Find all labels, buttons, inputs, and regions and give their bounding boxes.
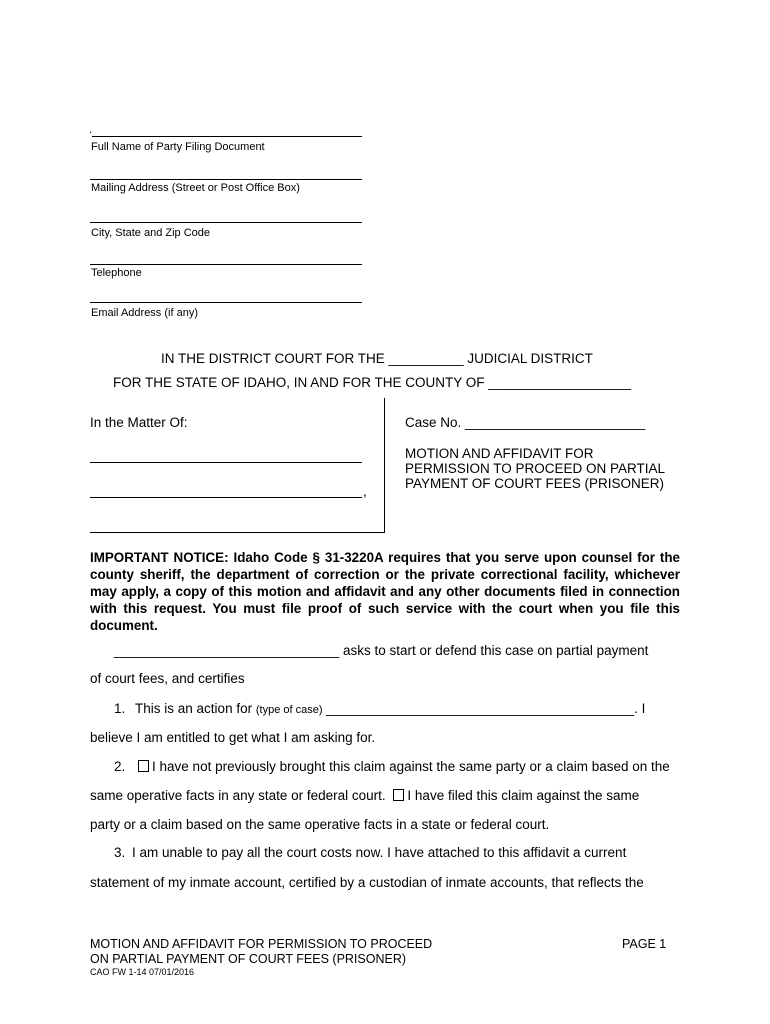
footer-title bbox=[90, 937, 432, 967]
item-2-text-d: party or a claim based on the same operative facts in a state or federal court. bbox=[90, 817, 550, 832]
item-2 bbox=[114, 759, 670, 774]
case-number bbox=[405, 415, 645, 430]
intro-continuation: of court fees, and certifies bbox=[90, 671, 245, 686]
mailing-address-label: Mailing Address (Street or Post Office Box) bbox=[91, 182, 300, 194]
item-1-number: 1. bbox=[114, 701, 126, 716]
have-filed-checkbox[interactable] bbox=[393, 789, 404, 801]
county-blank[interactable]: ___________________ bbox=[488, 375, 631, 390]
full-name-line[interactable] bbox=[92, 136, 362, 137]
type-of-case-label: (type of case) bbox=[255, 704, 323, 716]
document-title-line-1: MOTION AND AFFIDAVIT FOR bbox=[405, 446, 594, 461]
court-heading-prefix: IN THE DISTRICT COURT FOR THE bbox=[161, 351, 385, 366]
item-2-text-b: same operative facts in any state or federal court. bbox=[90, 788, 386, 803]
item-1 bbox=[114, 701, 645, 716]
city-state-zip-label: City, State and Zip Code bbox=[91, 227, 211, 239]
footer-title-line-2: ON PARTIAL PAYMENT OF COURT FEES (PRISONER) bbox=[90, 952, 407, 966]
item-2-line-2 bbox=[90, 788, 639, 803]
district-blank[interactable]: __________ bbox=[388, 351, 464, 366]
in-the-matter-label: In the Matter Of: bbox=[90, 415, 188, 430]
party-name-blank[interactable]: ______________________________ bbox=[114, 643, 340, 658]
item-2-text-a: I have not previously brought this claim against the same party or a claim based on the bbox=[152, 759, 670, 774]
leading-dot: . bbox=[89, 124, 93, 136]
court-heading-suffix: JUDICIAL DISTRICT bbox=[467, 351, 593, 366]
item-3-text-b: statement of my inmate account, certified by a custodian of inmate accounts, that reflects the bbox=[90, 875, 644, 890]
item-2-text-c: I have filed this claim against the same bbox=[407, 788, 640, 803]
matter-comma: , bbox=[363, 484, 367, 499]
case-number-blank[interactable]: ________________________ bbox=[465, 415, 646, 430]
document-title-line-3: PAYMENT OF COURT FEES (PRISONER) bbox=[405, 476, 665, 491]
type-of-case-blank[interactable]: _________________________________________ bbox=[326, 701, 635, 716]
document-title-line-2: PERMISSION TO PROCEED ON PARTIAL bbox=[405, 461, 666, 476]
email-line[interactable] bbox=[90, 302, 362, 303]
county-heading-prefix: FOR THE STATE OF IDAHO, IN AND FOR THE COUNTY OF bbox=[113, 375, 485, 390]
item-1-continuation: believe I am entitled to get what I am asking for. bbox=[90, 730, 376, 745]
item-1-end: . I bbox=[634, 701, 646, 716]
item-3-text-a: I am unable to pay all the court costs now. I have attached to this affidavit a current bbox=[132, 845, 627, 860]
full-name-label: Full Name of Party Filing Document bbox=[91, 141, 265, 153]
mailing-address-line[interactable] bbox=[90, 179, 362, 180]
item-1-text: This is an action for bbox=[135, 701, 253, 716]
important-notice: IMPORTANT NOTICE: Idaho Code § 31-3220A requires that you serve upon counsel for the county sheriff, the department of correction or the private correctional facility, whichever may apply, a copy of this motion and affidavit and any other documents filed in connection with this request. You must file proof of such service with the court when you file this document. bbox=[90, 550, 680, 633]
item-3-number: 3. bbox=[114, 845, 126, 860]
email-label: Email Address (if any) bbox=[91, 307, 198, 319]
case-number-label: Case No. bbox=[405, 415, 462, 430]
court-heading-line-1 bbox=[161, 351, 593, 366]
telephone-line[interactable] bbox=[90, 264, 362, 265]
item-3 bbox=[114, 845, 626, 860]
caption-divider bbox=[384, 398, 385, 532]
telephone-label: Telephone bbox=[91, 267, 142, 279]
matter-line-1[interactable] bbox=[90, 462, 362, 463]
document-title bbox=[405, 446, 665, 491]
matter-line-3[interactable] bbox=[90, 532, 385, 533]
court-heading-line-2 bbox=[113, 375, 631, 390]
form-id: CAO FW 1-14 07/01/2016 bbox=[90, 967, 195, 977]
page-number: PAGE 1 bbox=[622, 937, 667, 951]
intro-text: asks to start or defend this case on partial payment bbox=[343, 643, 649, 658]
city-state-zip-line[interactable] bbox=[90, 222, 362, 223]
not-previously-brought-checkbox[interactable] bbox=[138, 760, 149, 772]
footer-title-line-1: MOTION AND AFFIDAVIT FOR PERMISSION TO PROCEED bbox=[90, 937, 433, 951]
matter-line-2[interactable] bbox=[90, 497, 362, 498]
item-2-number: 2. bbox=[114, 759, 126, 774]
paragraph-intro bbox=[114, 643, 648, 658]
